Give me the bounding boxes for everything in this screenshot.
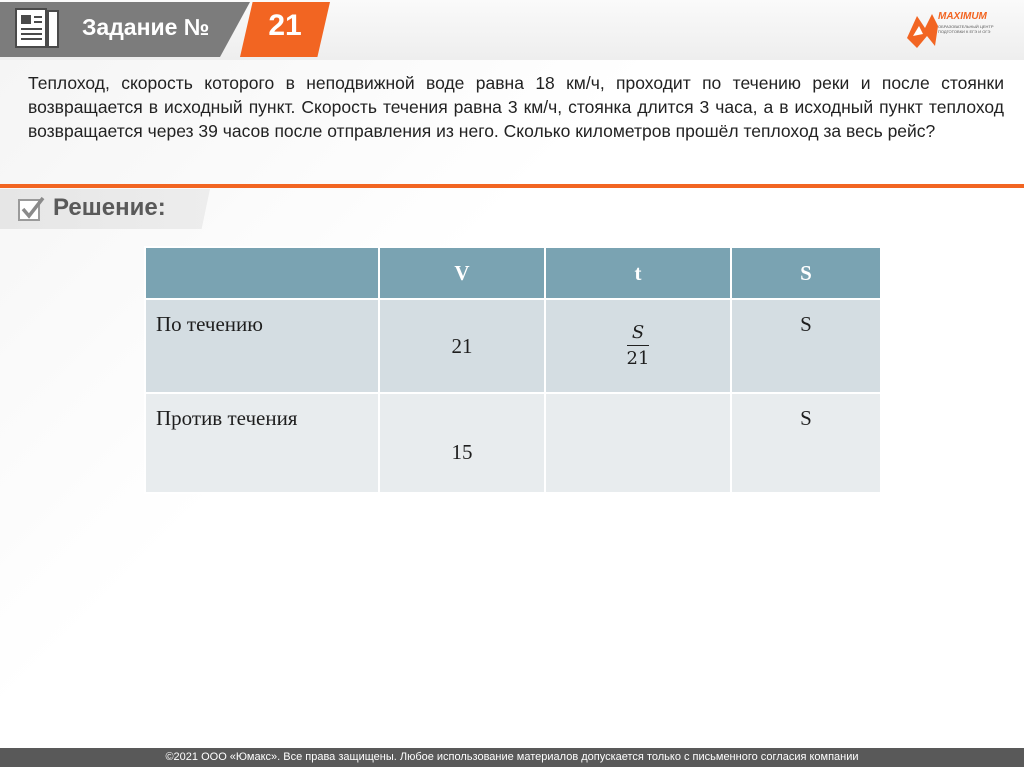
document-icon: [12, 7, 62, 51]
task-title: Задание №: [82, 14, 210, 40]
table-header-row: [145, 247, 881, 299]
fraction-numerator: S: [627, 322, 650, 346]
header-cell-v: V: [379, 247, 545, 299]
distance-upstream: S: [731, 393, 881, 493]
solution-heading: Решение:: [53, 194, 166, 221]
problem-text: Теплоход, скорость которого в неподвижной воде равна 18 км/ч, проходит по течению реки и после стоянки возвращается в исходный пункт. Скорость течения равна 3 км/ч, стоянка длится 3 часа, а в исходный пункт теплоход возвращается через 39 часов после отправления из него. Сколько километров прошёл теплоход за весь рейс?: [28, 73, 1004, 141]
row-label-downstream: По течению: [145, 299, 379, 393]
time-upstream: [545, 393, 731, 493]
copyright-text: ©2021 ООО «Юмакс». Все права защищены. Любое использование материалов допускается только с письменного согласия компании: [165, 751, 859, 763]
row-label-upstream: Против течения: [145, 393, 379, 493]
time-downstream: [545, 299, 731, 393]
table-row: [145, 299, 881, 393]
speed-downstream: 21: [379, 299, 545, 393]
table-row: [145, 393, 881, 493]
checkbox-check-icon: [17, 196, 45, 222]
fraction-denominator: 21: [626, 348, 650, 369]
speed-upstream: 15: [379, 393, 545, 493]
logo-name: MAXIMUM: [938, 11, 987, 22]
time-fraction: [627, 322, 650, 369]
logo-subtitle: ОБРАЗОВАТЕЛЬНЫЙ ЦЕНТР ПОДГОТОВКИ К ЕГЭ И ОГЭ: [938, 24, 994, 34]
header-cell-empty: [145, 247, 379, 299]
distance-downstream: S: [731, 299, 881, 393]
orange-divider: [0, 184, 1024, 188]
solution-table: [144, 246, 882, 494]
header-cell-s: S: [731, 247, 881, 299]
header-cell-t: t: [545, 247, 731, 299]
task-number: 21: [268, 9, 302, 42]
